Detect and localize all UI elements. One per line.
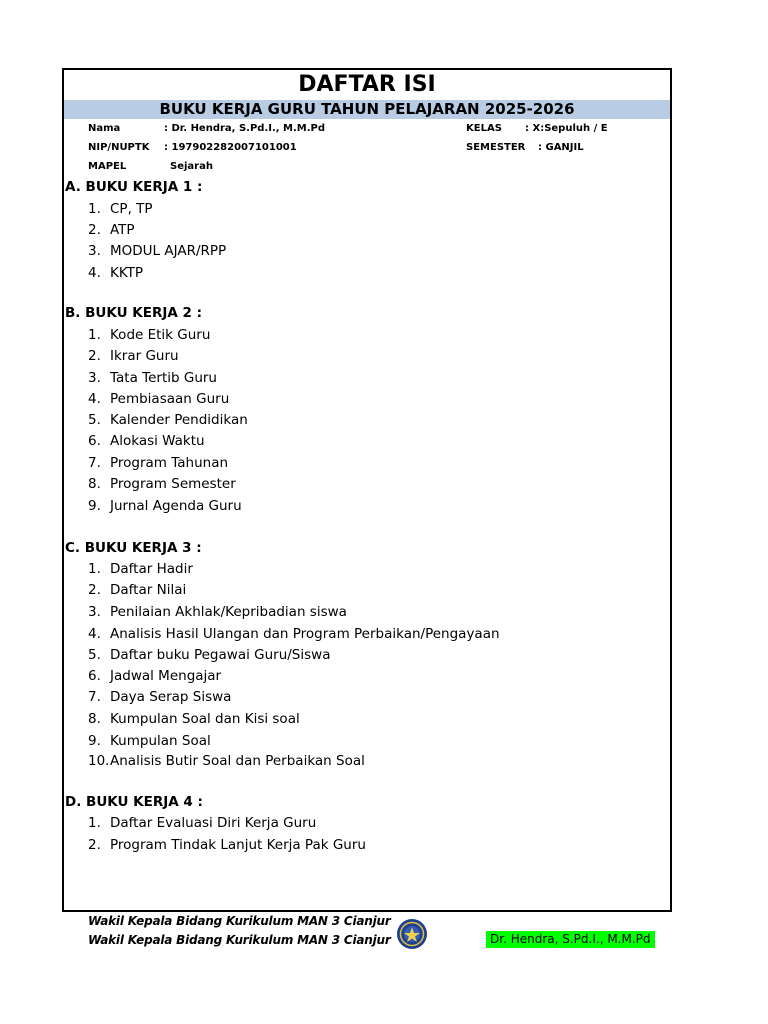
item-number: 1. — [88, 327, 101, 343]
mapel-value: Sejarah — [170, 161, 213, 172]
item-number: 2. — [88, 837, 101, 853]
item-text: Analisis Butir Soal dan Perbaikan Soal — [110, 753, 365, 769]
semester-value: : GANJIL — [538, 142, 584, 153]
item-number: 6. — [88, 433, 101, 449]
item-number: 8. — [88, 711, 101, 727]
list-item — [88, 347, 179, 365]
item-number: 7. — [88, 455, 101, 471]
list-item — [88, 710, 300, 728]
nama-label: Nama — [88, 123, 121, 134]
item-number: 3. — [88, 243, 101, 259]
section-heading: C. BUKU KERJA 3 : — [65, 540, 202, 556]
item-number: 10. — [88, 753, 110, 769]
section-heading: B. BUKU KERJA 2 : — [65, 305, 202, 321]
item-text: Kumpulan Soal dan Kisi soal — [110, 711, 300, 727]
kelas-label: KELAS — [466, 123, 502, 134]
item-text: Pembiasaan Guru — [110, 391, 230, 407]
item-text: MODUL AJAR/RPP — [110, 243, 227, 259]
item-number: 9. — [88, 498, 101, 514]
list-item — [88, 326, 210, 344]
item-text: Daftar Evaluasi Diri Kerja Guru — [110, 815, 317, 831]
semester-label: SEMESTER — [466, 142, 526, 153]
item-text: Jadwal Mengajar — [110, 668, 222, 684]
item-text: CP, TP — [110, 201, 153, 217]
item-number: 2. — [88, 582, 101, 598]
page-subtitle: BUKU KERJA GURU TAHUN PELAJARAN 2025-2026 — [64, 100, 670, 119]
item-text: Kode Etik Guru — [110, 327, 211, 343]
list-item — [88, 432, 205, 450]
list-item — [88, 625, 500, 643]
school-emblem-icon — [396, 918, 428, 950]
section-heading: D. BUKU KERJA 4 : — [65, 794, 203, 810]
item-text: Daftar Hadir — [110, 561, 193, 577]
item-text: Penilaian Akhlak/Kepribadian siswa — [110, 604, 347, 620]
item-text: Daya Serap Siswa — [110, 689, 232, 705]
list-item — [88, 688, 231, 706]
list-item — [88, 264, 143, 282]
item-number: 4. — [88, 265, 101, 281]
list-item — [88, 497, 242, 515]
list-item — [88, 560, 193, 578]
item-text: Daftar Nilai — [110, 582, 187, 598]
list-item — [88, 814, 316, 832]
item-text: Program Tahunan — [110, 455, 229, 471]
signature-name: Dr. Hendra, S.Pd.I., M.M.Pd — [486, 931, 655, 948]
item-number: 5. — [88, 647, 101, 663]
list-item — [88, 200, 153, 218]
item-text: ATP — [110, 222, 135, 238]
item-number: 5. — [88, 412, 101, 428]
section-heading: A. BUKU KERJA 1 : — [65, 179, 203, 195]
list-item — [88, 454, 228, 472]
item-text: Daftar buku Pegawai Guru/Siswa — [110, 647, 331, 663]
item-text: Program Tindak Lanjut Kerja Pak Guru — [110, 837, 366, 853]
list-item — [88, 603, 347, 621]
item-number: 6. — [88, 668, 101, 684]
nama-value: : Dr. Hendra, S.Pd.I., M.M.Pd — [164, 123, 326, 134]
list-item — [88, 646, 330, 664]
item-number: 4. — [88, 391, 101, 407]
item-text: Kalender Pendidikan — [110, 412, 248, 428]
item-text: Tata Tertib Guru — [110, 370, 217, 386]
list-item — [88, 836, 366, 854]
list-item — [88, 369, 217, 387]
item-number: 3. — [88, 604, 101, 620]
item-number: 2. — [88, 348, 101, 364]
item-number: 2. — [88, 222, 101, 238]
item-text: Kumpulan Soal — [110, 733, 211, 749]
item-number: 4. — [88, 626, 101, 642]
document-frame — [62, 68, 672, 912]
footer-line-1: Wakil Kepala Bidang Kurikulum MAN 3 Cianjur — [88, 914, 391, 928]
list-item — [88, 667, 221, 685]
item-text: Analisis Hasil Ulangan dan Program Perbaikan/Pengayaan — [110, 626, 500, 642]
item-number: 7. — [88, 689, 101, 705]
item-text: Program Semester — [110, 476, 236, 492]
nip-value: : 197902282007101001 — [164, 142, 297, 153]
item-number: 1. — [88, 561, 101, 577]
list-item — [88, 221, 135, 239]
mapel-label: MAPEL — [88, 161, 127, 172]
list-item — [88, 752, 365, 770]
list-item — [88, 390, 229, 408]
item-text: Jurnal Agenda Guru — [110, 498, 242, 514]
footer-line-2: Wakil Kepala Bidang Kurikulum MAN 3 Cianjur — [88, 933, 391, 947]
item-text: Alokasi Waktu — [110, 433, 205, 449]
page-title: DAFTAR ISI — [298, 72, 436, 97]
list-item — [88, 242, 226, 260]
nip-label: NIP/NUPTK — [88, 142, 150, 153]
item-number: 9. — [88, 733, 101, 749]
list-item — [88, 732, 211, 750]
item-number: 1. — [88, 201, 101, 217]
item-number: 8. — [88, 476, 101, 492]
list-item — [88, 411, 248, 429]
list-item — [88, 475, 236, 493]
kelas-value: : X:Sepuluh / E — [525, 123, 608, 134]
item-text: Ikrar Guru — [110, 348, 179, 364]
item-number: 1. — [88, 815, 101, 831]
list-item — [88, 581, 186, 599]
item-number: 3. — [88, 370, 101, 386]
item-text: KKTP — [110, 265, 144, 281]
